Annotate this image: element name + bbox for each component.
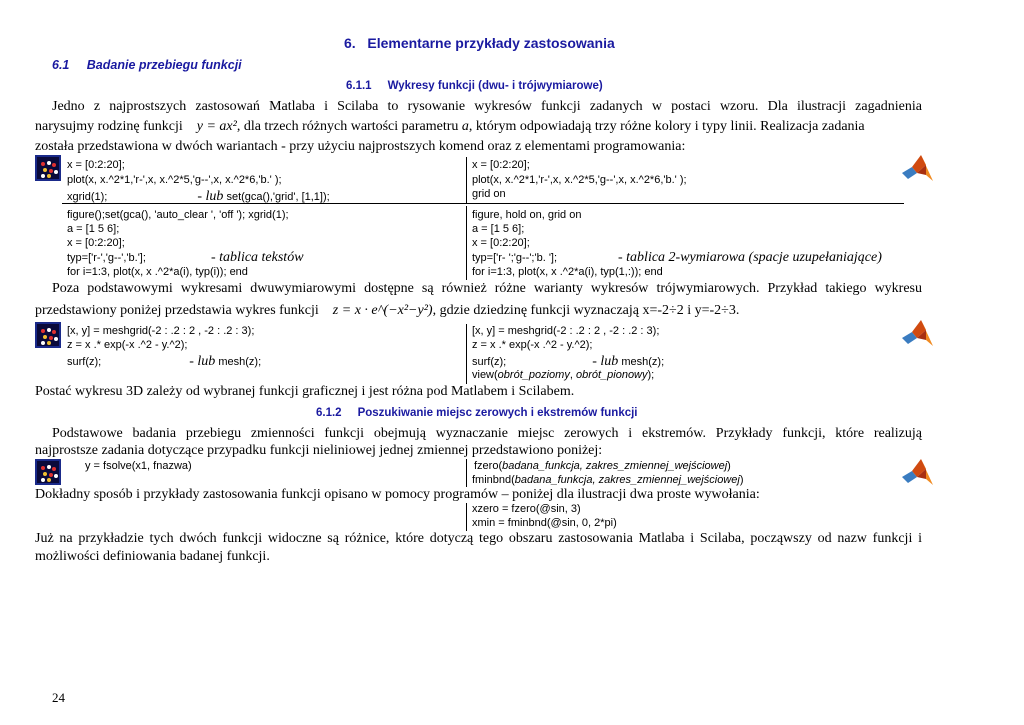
text-span: , gdzie dziedzinę funkcji wyznaczają x=-2÷2 i y=-2÷3. bbox=[432, 303, 740, 318]
code-span: mesh(z); bbox=[218, 356, 262, 368]
paragraph-line: została przedstawiona w dwóch wariantach - przy użyciu najprostszych komend oraz z elementami programowania: bbox=[35, 139, 686, 154]
paragraph-line: Dokładny sposób i przykłady zastosowania funkcji opisano w pomocy programów – poniżej dla ilustracji dwa proste wywołania: bbox=[35, 487, 760, 502]
text-span: , którym odpowiadają trzy różne kolory i typy linii. Realizacja zadania bbox=[468, 119, 865, 134]
column-divider bbox=[466, 157, 467, 203]
code-line: grid on bbox=[472, 188, 506, 200]
scilab-logo-icon bbox=[35, 155, 61, 181]
formula: z = x · e^(−x²−y²) bbox=[332, 303, 433, 318]
alt-note: - lub bbox=[189, 354, 216, 369]
subsection-heading bbox=[346, 80, 603, 92]
section-title: Badanie przebiegu funkcji bbox=[86, 58, 242, 72]
code-line: figure();set(gca(), 'auto_clear ', 'off '); xgrid(1); bbox=[67, 209, 289, 221]
code-line: typ=['r- ';'g--';'b. ']; bbox=[472, 252, 558, 264]
scilab-logo-icon bbox=[35, 322, 61, 348]
code-line bbox=[472, 369, 654, 381]
code-note: - tablica tekstów bbox=[211, 250, 304, 265]
code-span: surf(z); bbox=[472, 356, 507, 368]
code-span: fzero( bbox=[474, 460, 503, 472]
code-line: xzero = fzero(@sin, 3) bbox=[472, 503, 581, 515]
code-span: surf(z); bbox=[67, 356, 102, 368]
code-line: a = [1 5 6]; bbox=[67, 223, 120, 235]
code-line: z = x .* exp(-x .^2 - y.^2); bbox=[472, 339, 593, 351]
column-divider bbox=[466, 206, 467, 280]
code-line: for i=1:3, plot(x, x .^2*a(i), typ(i)); end bbox=[67, 266, 248, 278]
column-divider bbox=[466, 324, 467, 384]
paragraph-line: Podstawowe badania przebiegu zmienności funkcji obejmują wyznaczanie miejsc zerowych i ekstremów. Przykłady funkcji, które realizują bbox=[52, 426, 922, 441]
paragraph-line: Jedno z najprostszych zastosowań Matlaba i Scilaba to rysowanie wykresów funkcji zadanych w postaci wzoru. Dla ilustracji zagadnienia bbox=[52, 99, 922, 114]
page-number: 24 bbox=[52, 690, 65, 705]
code-line bbox=[474, 460, 731, 472]
code-line: for i=1:3, plot(x, x .^2*a(i), typ(1,:)); end bbox=[472, 266, 663, 278]
text-span: , dla trzech różnych wartości parametru bbox=[236, 119, 459, 134]
subsection-heading bbox=[316, 407, 638, 419]
column-divider bbox=[466, 503, 467, 531]
code-line: xmin = fminbnd(@sin, 0, 2*pi) bbox=[472, 517, 617, 529]
code-span: obrót_poziomy bbox=[497, 369, 570, 381]
code-span: set(gca(),'grid', [1,1]); bbox=[226, 191, 330, 203]
formula: y = ax² bbox=[196, 119, 237, 134]
paragraph-line: najprostsze zadania dotyczące przypadku funkcji nieliniowej jednej zmiennej przedstawiono poniżej: bbox=[35, 443, 603, 458]
alt-note: - lub bbox=[197, 189, 224, 204]
alt-note: - lub bbox=[592, 354, 619, 369]
paragraph-line: Postać wykresu 3D zależy od wybranej funkcji graficznej i jest różna pod Matlabem i Scilabem. bbox=[35, 384, 575, 399]
code-line: figure, hold on, grid on bbox=[472, 209, 582, 221]
parameter-symbol: a bbox=[461, 119, 469, 134]
code-line: x = [0:2:20]; bbox=[67, 237, 125, 249]
chapter-heading bbox=[344, 35, 615, 51]
code-line bbox=[67, 354, 261, 370]
code-line bbox=[67, 189, 330, 205]
section-heading bbox=[52, 58, 242, 72]
code-span: view( bbox=[472, 369, 498, 381]
code-line bbox=[472, 474, 744, 486]
code-note: - tablica 2-wymiarowa (spacje uzupełaniające) bbox=[618, 250, 882, 265]
text-span: przedstawiony poniżej przedstawia wykres funkcji bbox=[35, 303, 319, 318]
code-span: xgrid(1); bbox=[67, 191, 108, 203]
code-line: a = [1 5 6]; bbox=[472, 223, 525, 235]
code-line: x = [0:2:20]; bbox=[472, 159, 530, 171]
code-line: z = x .* exp(-x .^2 - y.^2); bbox=[67, 339, 188, 351]
paragraph-line bbox=[35, 119, 865, 135]
code-line: x = [0:2:20]; bbox=[472, 237, 530, 249]
subsection-number: 6.1.2 bbox=[316, 407, 342, 419]
chapter-title: Elementarne przykłady zastosowania bbox=[367, 35, 615, 51]
section-number: 6.1 bbox=[52, 58, 70, 72]
paragraph-line bbox=[35, 303, 739, 319]
scilab-logo-icon bbox=[35, 459, 61, 485]
code-span: badana_funkcja, zakres_zmiennej_wejściowej bbox=[502, 460, 728, 472]
code-line: x = [0:2:20]; bbox=[67, 159, 125, 171]
paragraph-line: Poza podstawowymi wykresami dwuwymiarowymi dostępne są również różne warianty wykresów trójwymiarowych. Przykład takiego wykresu bbox=[52, 281, 922, 296]
code-span: ) bbox=[739, 474, 744, 486]
matlab-logo-icon bbox=[900, 153, 934, 183]
code-span: obrót_pionowy bbox=[575, 369, 648, 381]
subsection-title: Wykresy funkcji (dwu- i trójwymiarowe) bbox=[387, 80, 603, 92]
paragraph-line: Już na przykładzie tych dwóch funkcji widoczne są różnice, które dotyczą tego obszaru zastosowania Matlaba i Scilaba, począwszy od nazw funkcji i bbox=[35, 531, 922, 546]
subsection-number: 6.1.1 bbox=[346, 80, 372, 92]
code-line bbox=[472, 354, 664, 370]
code-line: y = fsolve(x1, fnazwa) bbox=[85, 460, 192, 472]
code-line: plot(x, x.^2*1,'r-',x, x.^2*5,'g--',x, x.^2*6,'b.' ); bbox=[67, 174, 282, 186]
code-span: ) bbox=[727, 460, 731, 472]
code-span: badana_funkcja, zakres_zmiennej_wejściowej bbox=[514, 474, 740, 486]
code-span: fminbnd( bbox=[472, 474, 515, 486]
code-line: [x, y] = meshgrid(-2 : .2 : 2 , -2 : .2 : 3); bbox=[67, 325, 255, 337]
matlab-logo-icon bbox=[900, 318, 934, 348]
code-line: [x, y] = meshgrid(-2 : .2 : 2 , -2 : .2 : 3); bbox=[472, 325, 660, 337]
matlab-logo-icon bbox=[900, 457, 934, 487]
code-line: plot(x, x.^2*1,'r-',x, x.^2*5,'g--',x, x.^2*6,'b.' ); bbox=[472, 174, 687, 186]
chapter-number: 6. bbox=[344, 35, 356, 51]
code-span: ); bbox=[647, 369, 655, 381]
code-span: , bbox=[569, 369, 576, 381]
code-line: typ=['r-','g--','b.']; bbox=[67, 252, 146, 264]
subsection-title: Poszukiwanie miejsc zerowych i ekstremów funkcji bbox=[357, 407, 638, 419]
column-divider bbox=[466, 459, 467, 487]
text-span: narysujmy rodzinę funkcji bbox=[35, 119, 183, 134]
paragraph-line: możliwości definiowania badanej funkcji. bbox=[35, 549, 270, 564]
code-span: mesh(z); bbox=[621, 356, 665, 368]
